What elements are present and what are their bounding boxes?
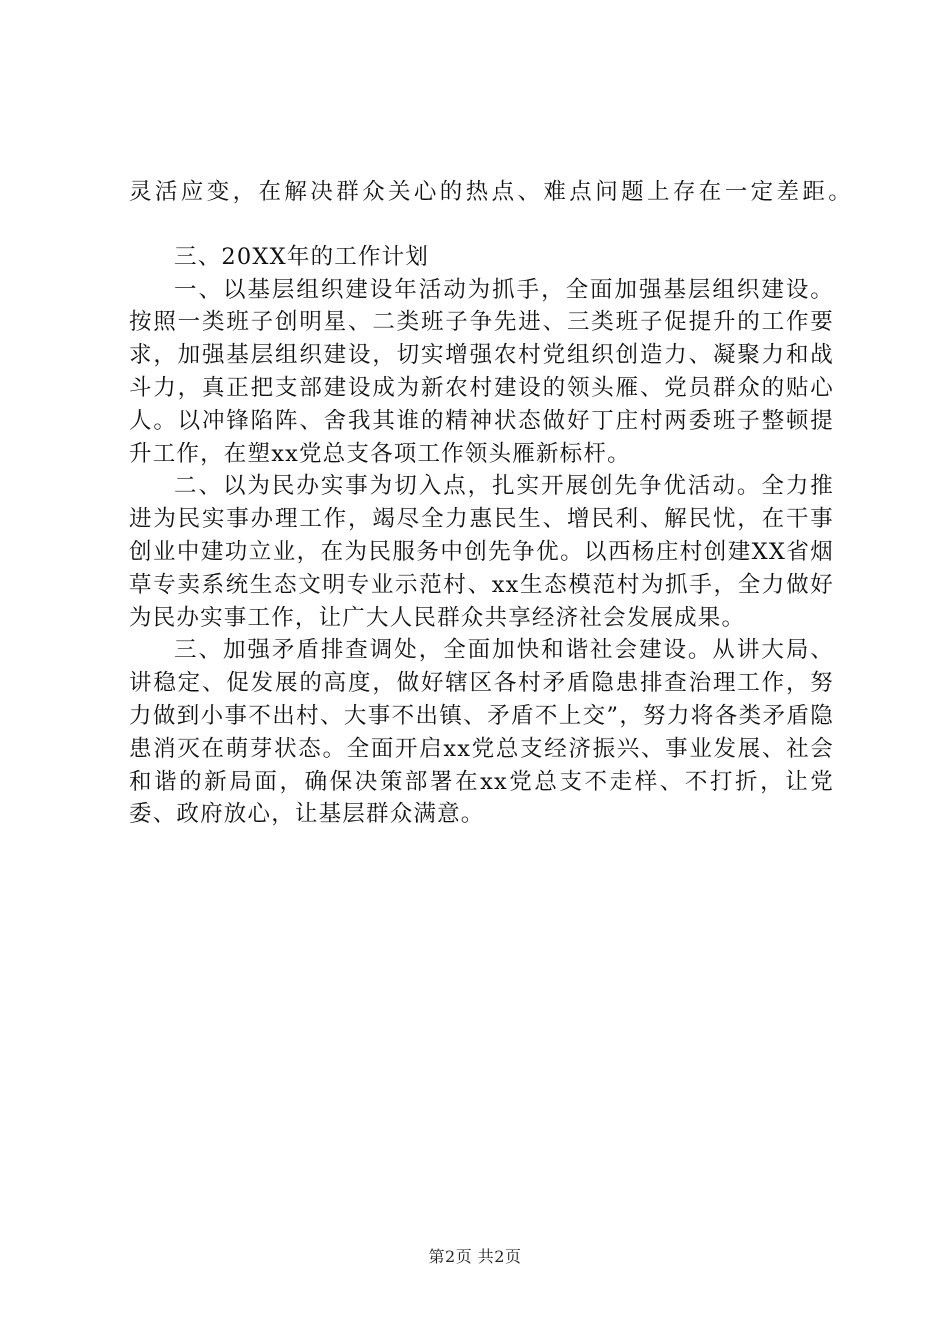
paragraph-plan-item-3: 三、加强矛盾排查调处，全面加快和谐社会建设。从讲大局、讲稳定、促发展的高度，做好辖区各村矛盾隐患排查治理工作，努力做到小事不出村、大事不出镇、矛盾不上交”，努力将各类矛盾隐患消灭在萌芽状态。全面开启xx党总支经济振兴、事业发展、社会和谐的新局面，确保决策部署在xx党总支不走样、不打折，让党委、政府放心，让基层群众满意。 <box>129 637 834 828</box>
paragraph-gap <box>129 209 834 241</box>
paragraph-continuation: 灵活应变，在解决群众关心的热点、难点问题上存在一定差距。 <box>129 179 855 205</box>
paragraph-plan-item-2: 二、以为民办实事为切入点，扎实开展创先争优活动。全力推进为民实事办理工作，竭尽全力惠民生、增民利、解民忧，在干事创业中建功立业，在为民服务中创先争优。以西杨庄村创建XX省烟草专卖系统生态文明专业示范村、xx生态模范村为抓手，全力做好为民办实事工作，让广大人民群众共享经济社会发展成果。 <box>129 473 834 631</box>
document-body <box>129 176 855 831</box>
paragraph-plan-item-1: 一、以基层组织建设年活动为抓手，全面加强基层组织建设。按照一类班子创明星、二类班子争先进、三类班子促提升的工作要求，加强基层组织建设，切实增强农村党组织创造力、凝聚力和战斗力，真正把支部建设成为新农村建设的领头雁、党员群众的贴心人。以冲锋陷阵、舍我其谁的精神状态做好丁庄村两委班子整顿提升工作，在塑xx党总支各项工作领头雁新标杆。 <box>129 276 834 467</box>
section-heading-work-plan: 三、20XX年的工作计划 <box>174 243 430 270</box>
page-number-footer: 第2页 共2页 <box>428 1247 522 1266</box>
